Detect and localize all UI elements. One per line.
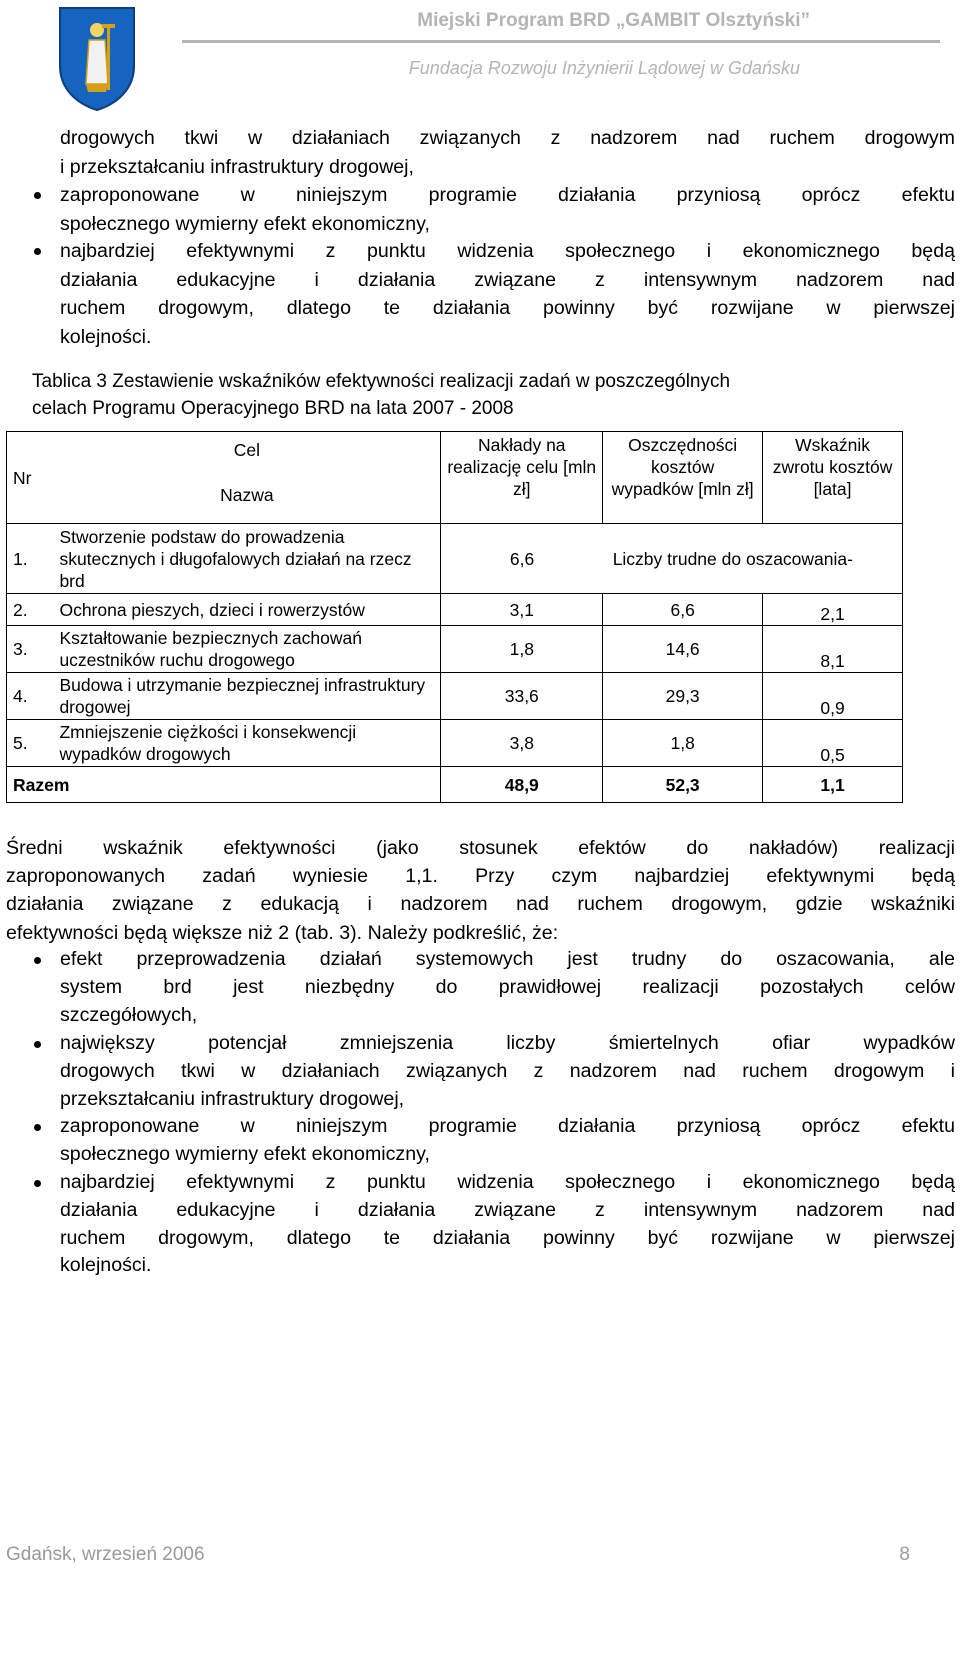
- row-cost: 3,1: [441, 594, 603, 626]
- text-line: kolejności.: [60, 325, 152, 348]
- text-line: drogowych tkwi w działaniach związanych z nadzorem nad ruchem drogowym i: [60, 1059, 955, 1082]
- text-line: ruchem drogowym, dlatego te działania powinny być rozwijane w pierwszej: [60, 297, 955, 320]
- text-line: efektywności będą większe niż 2 (tab. 3). Należy podkreślić, że:: [6, 921, 559, 944]
- list-item: [60, 1030, 955, 1113]
- row-ratio: 0,9: [763, 673, 903, 720]
- row-nr: 3.: [7, 626, 54, 673]
- text-line: zaproponowane w niniejszym programie działania przyniosą oprócz efektu: [60, 1115, 955, 1137]
- header-naklady: Nakłady na realizację celu [mln zł]: [441, 432, 603, 524]
- text-line: społecznego wymierny efekt ekonomiczny,: [60, 1142, 430, 1165]
- table-row: [7, 594, 903, 626]
- text-line: działania edukacyjne i działania związane z intensywnym nadzorem nad: [60, 268, 955, 291]
- row-name: Stworzenie podstaw do prowadzenia skutecznych i długofalowych działań na rzecz brd: [53, 524, 440, 594]
- bullet-icon: [34, 1041, 41, 1048]
- page-number: 8: [899, 1544, 910, 1565]
- row-nr: 1.: [7, 524, 54, 594]
- foundation-name: Fundacja Rozwoju Inżynierii Lądowej w Gdańsku: [408, 58, 800, 78]
- table-header-row: [7, 432, 903, 468]
- text-line: kolejności.: [60, 1254, 152, 1277]
- header-wskaznik: Wskaźnik zwrotu kosztów [lata]: [763, 432, 903, 524]
- list-item: [60, 1113, 955, 1169]
- row-ratio: 0,5: [763, 720, 903, 767]
- page-header: [0, 0, 960, 120]
- row-name: Kształtowanie bezpiecznych zachowań uczestników ruchu drogowego: [53, 626, 440, 673]
- header-divider: [182, 40, 940, 43]
- header-nr: Nr: [7, 432, 54, 524]
- row-name: Ochrona pieszych, dzieci i rowerzystów: [53, 594, 440, 626]
- row-ratio: 8,1: [763, 626, 903, 673]
- text-line: system brd jest niezbędny do prawidłowej realizacji pozostałych celów: [60, 975, 955, 998]
- table-row: [7, 720, 903, 767]
- text-line: najbardziej efektywnymi z punktu widzenia społecznego i ekonomicznego będą: [60, 240, 955, 262]
- list-item: [60, 237, 955, 351]
- summary-paragraph: [6, 834, 955, 947]
- text-line: efekt przeprowadzenia działań systemowych jest trudny do oszacowania, ale: [60, 948, 955, 970]
- text-line: działania edukacyjne i działania związane z intensywnym nadzorem nad: [60, 1198, 955, 1221]
- total-cost: 48,9: [441, 767, 603, 803]
- table-caption: [32, 368, 932, 422]
- table-row: [7, 626, 903, 673]
- text-line: działania związane z edukacją i nadzorem nad ruchem drogowym, gdzie wskaźniki: [6, 893, 955, 916]
- list-item: [60, 181, 955, 238]
- total-savings: 52,3: [603, 767, 763, 803]
- row-cost: 1,8: [441, 626, 603, 673]
- row-name: Budowa i utrzymanie bezpiecznej infrastruktury drogowej: [53, 673, 440, 720]
- efficiency-table: [6, 431, 903, 803]
- text-line: zaproponowanych zadań wyniesie 1,1. Przy czym najbardziej efektywnymi będą: [6, 865, 955, 888]
- row-nr: 2.: [7, 594, 54, 626]
- text-line: i przekształcaniu infrastruktury drogowej,: [60, 155, 414, 178]
- list-item-continued: [60, 124, 955, 181]
- table-row: [7, 673, 903, 720]
- caption-line: Tablica 3 Zestawienie wskaźników efektywności realizacji zadań w poszczególnych: [32, 371, 731, 392]
- olsztyn-coat-of-arms-logo: [56, 4, 138, 112]
- text-line: największy potencjał zmniejszenia liczby śmiertelnych ofiar wypadków: [60, 1032, 955, 1054]
- program-title: Miejski Program BRD „GAMBIT Olsztyński”: [417, 10, 810, 31]
- table-total-row: [7, 767, 903, 803]
- text-line: społecznego wymierny efekt ekonomiczny,: [60, 212, 430, 235]
- row-savings: 29,3: [603, 673, 763, 720]
- text-line: zaproponowane w niniejszym programie działania przyniosą oprócz efektu: [60, 184, 955, 206]
- text-line: Średni wskaźnik efektywności (jako stosunek efektów do nakładów) realizacji: [6, 837, 955, 859]
- row-ratio: 2,1: [763, 594, 903, 626]
- list-item: [60, 946, 955, 1029]
- bullet-icon: [34, 1124, 41, 1131]
- row-cost: 6,6: [441, 524, 603, 594]
- table-row: [7, 524, 903, 594]
- bullet-icon: [34, 957, 41, 964]
- row-savings: 1,8: [603, 720, 763, 767]
- list-item: [60, 1169, 955, 1280]
- row-nr: 4.: [7, 673, 54, 720]
- header-oszczednosci: Oszczędności kosztów wypadków [mln zł]: [603, 432, 763, 524]
- bullet-icon: [34, 1180, 41, 1187]
- row-savings: 14,6: [603, 626, 763, 673]
- total-ratio: 1,1: [763, 767, 903, 803]
- header-nazwa: Nazwa: [53, 468, 440, 524]
- text-line: najbardziej efektywnymi z punktu widzenia społecznego i ekonomicznego będą: [60, 1171, 955, 1193]
- row-savings: 6,6: [603, 594, 763, 626]
- row-name: Zmniejszenie ciężkości i konsekwencji wypadków drogowych: [53, 720, 440, 767]
- text-line: przekształcaniu infrastruktury drogowej,: [60, 1087, 405, 1110]
- row-cost: 33,6: [441, 673, 603, 720]
- text-line: ruchem drogowym, dlatego te działania powinny być rozwijane w pierwszej: [60, 1226, 955, 1249]
- row-note: Liczby trudne do oszacowania-: [603, 524, 903, 594]
- text-line: szczegółowych,: [60, 1003, 198, 1026]
- text-line: drogowych tkwi w działaniach związanych z nadzorem nad ruchem drogowym: [60, 127, 955, 149]
- footer-place-date: Gdańsk, wrzesień 2006: [6, 1544, 205, 1565]
- row-cost: 3,8: [441, 720, 603, 767]
- bullet-icon: [34, 248, 41, 255]
- header-cel: Cel: [53, 432, 440, 468]
- row-nr: 5.: [7, 720, 54, 767]
- caption-line: celach Programu Operacyjnego BRD na lata 2007 - 2008: [32, 398, 514, 419]
- bullet-icon: [34, 192, 41, 199]
- total-label: Razem: [7, 767, 441, 803]
